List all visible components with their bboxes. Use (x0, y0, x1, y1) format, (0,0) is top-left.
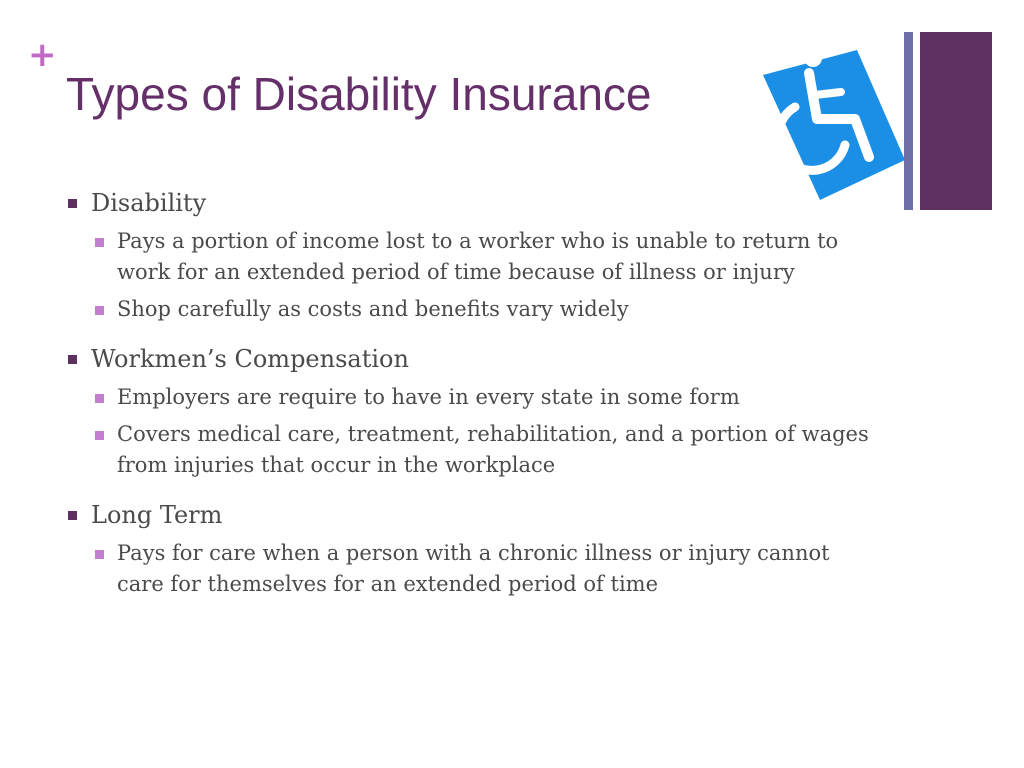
sub-bullet-text: Covers medical care, treatment, rehabilitation, and a portion of wages from injuries that occur in the workplace (117, 422, 869, 477)
square-bullet-icon (95, 306, 104, 315)
sub-bullet (68, 382, 878, 413)
slide-title: Types of Disability Insurance (66, 68, 652, 120)
logo-arm (815, 92, 841, 95)
bullet-heading-text: Disability (91, 189, 207, 217)
sub-bullet-text: Pays a portion of income lost to a worker who is unable to return to work for an extended period of time because of illness or injury (117, 229, 839, 284)
logo-head (804, 49, 822, 67)
sub-bullet-text: Pays for care when a person with a chronic illness or injury cannot care for themselves for an extended period of time (117, 541, 830, 596)
square-bullet-icon (68, 511, 77, 520)
sub-bullet (68, 294, 878, 325)
sub-bullet-text: Shop carefully as costs and benefits vary widely (117, 297, 629, 321)
square-bullet-icon (95, 238, 104, 247)
square-bullet-icon (68, 199, 77, 208)
bullet-heading (68, 342, 878, 376)
accent-bar-thick (920, 32, 992, 210)
accent-bar-thin (904, 32, 913, 210)
square-bullet-icon (95, 431, 104, 440)
bullet-heading-text: Workmen’s Compensation (91, 345, 409, 373)
bullet-heading-text: Long Term (91, 501, 223, 529)
sub-bullet-text: Employers are require to have in every state in some form (117, 385, 740, 409)
section-disability (68, 186, 878, 325)
square-bullet-icon (95, 550, 104, 559)
wheelchair-icon (745, 45, 905, 205)
plus-icon: + (28, 35, 57, 75)
bullet-content (68, 186, 878, 617)
square-bullet-icon (95, 394, 104, 403)
sub-bullet (68, 226, 878, 288)
square-bullet-icon (68, 355, 77, 364)
section-long-term (68, 498, 878, 600)
bullet-heading (68, 498, 878, 532)
section-workmens-compensation (68, 342, 878, 481)
sub-bullet (68, 419, 878, 481)
sub-bullet (68, 538, 878, 600)
bullet-heading (68, 186, 878, 220)
